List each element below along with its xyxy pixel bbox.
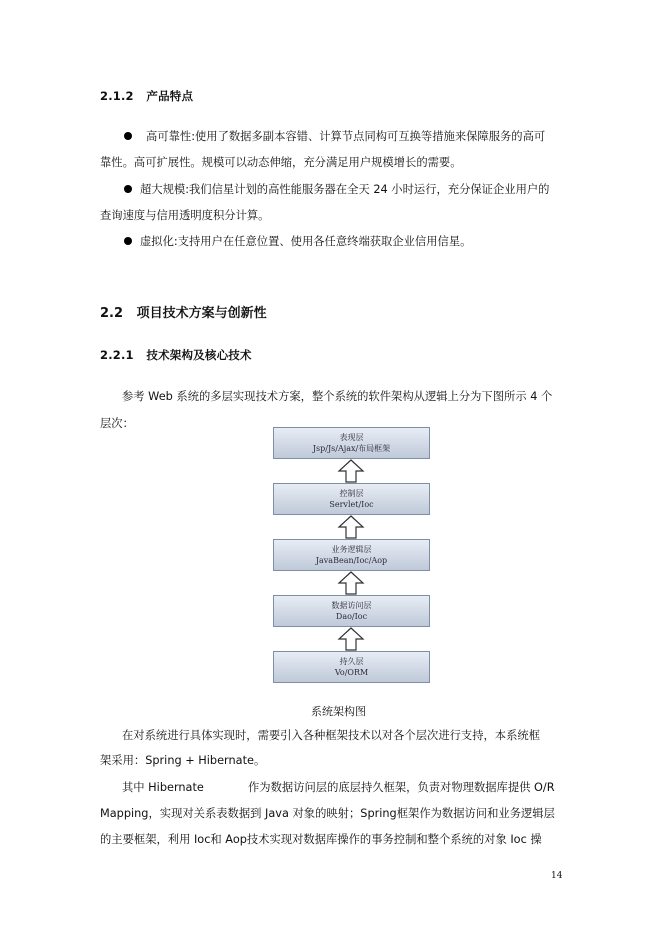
bullet-1-line-1: 高可靠性:使用了数据多副本容错、计算节点同构可互换等措施来保障服务的高可 — [146, 130, 546, 143]
up-arrow-icon — [337, 515, 365, 539]
layer-name: 持久层 — [339, 657, 364, 666]
intro-line-1: 参考 Web 系统的多层实现技术方案，整个系统的软件架构从逻辑上分为下图所示 4 个 — [122, 390, 553, 403]
para-2-line-3: 的主要框架，利用 Ioc和 Aop技术实现对数据库操作的事务控制和整个系统的对象 Ioc 操 — [100, 833, 542, 846]
para-1-line-2: 架采用：Spring + Hibernate。 — [100, 754, 266, 767]
layer-name: 数据访问层 — [331, 601, 372, 610]
layer-name: 控制层 — [339, 489, 364, 498]
para-2-line-1b: 作为数据访问层的底层持久框架，负责对物理数据库提供 O/R — [248, 781, 555, 794]
up-arrow-icon — [337, 459, 365, 483]
layer-name: 表现层 — [339, 433, 364, 442]
bullet-icon — [124, 237, 132, 245]
layer-data-access — [273, 595, 430, 627]
para-2-line-1a: 其中 Hibernate — [122, 781, 204, 794]
bullet-3-line-1: 虚拟化:支持用户在任意位置、使用各任意终端获取企业信用信星。 — [140, 235, 472, 248]
section-number: 2.1.2 — [100, 89, 134, 103]
section-number: 2.2.1 — [100, 348, 134, 362]
bullet-1-line-2: 靠性。高可扩展性。规模可以动态伸缩，充分满足用户规模增长的需要。 — [100, 156, 462, 169]
section-2-2-1-heading — [100, 347, 252, 363]
layer-business-logic — [273, 539, 430, 571]
para-1-line-1: 在对系统进行具体实现时，需要引入各种框架技术以对各个层次进行支持，本系统框 — [122, 729, 540, 742]
para-2-line-2: Mapping，实现对关系表数据到 Java 对象的映射；Spring框架作为数据访问和业务逻辑层 — [100, 807, 555, 820]
page-number: 14 — [551, 871, 563, 881]
intro-line-2: 层次： — [100, 417, 134, 430]
bullet-icon — [124, 132, 132, 140]
bullet-2-line-1: 超大规模:我们信星计划的高性能服务器在全天 24 小时运行，充分保证企业用户的 — [140, 183, 550, 196]
architecture-diagram — [273, 427, 432, 685]
layer-tech: Jsp/Js/Ajax/布局框架 — [312, 444, 391, 453]
section-title: 产品特点 — [146, 89, 194, 103]
layer-tech: Dao/Ioc — [335, 612, 368, 621]
layer-name: 业务逻辑层 — [331, 545, 372, 554]
section-title: 项目技术方案与创新性 — [136, 306, 267, 321]
bullet-icon — [124, 185, 132, 193]
up-arrow-icon — [337, 571, 365, 595]
layer-tech: Servlet/Ioc — [329, 500, 374, 509]
layer-control — [273, 483, 430, 515]
section-number: 2.2 — [100, 306, 124, 321]
section-2-1-2-heading — [100, 88, 193, 104]
up-arrow-icon — [337, 627, 365, 651]
section-2-2-heading — [100, 302, 267, 321]
bullet-2-line-2: 查询速度与信用透明度积分计算。 — [100, 209, 270, 222]
layer-tech: JavaBean/Ioc/Aop — [315, 556, 388, 565]
diagram-caption: 系统架构图 — [311, 705, 366, 718]
layer-presentation — [273, 427, 430, 459]
layer-persistence — [273, 651, 430, 683]
section-title: 技术架构及核心技术 — [146, 348, 252, 362]
layer-tech: Vo/ORM — [334, 668, 369, 677]
